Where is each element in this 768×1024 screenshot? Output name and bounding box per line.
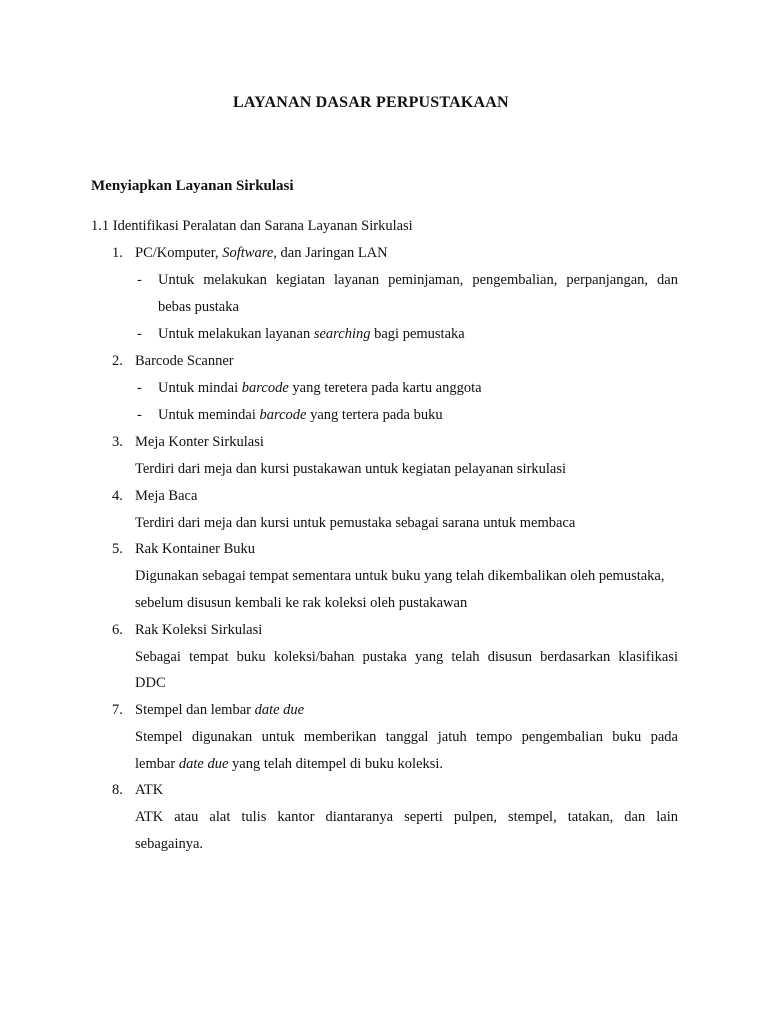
list-item-number: 2.	[112, 353, 123, 369]
list-item-label: Stempel dan lembar date due	[135, 702, 305, 718]
list-item-label: Rak Kontainer Buku	[135, 541, 256, 557]
list-item-description: Sebagai tempat buku koleksi/bahan pustaka yang telah disusun berdasarkan klasifikasi	[135, 649, 678, 665]
bullet-text-continued: bebas pustaka	[158, 299, 239, 315]
list-item-number: 5.	[112, 541, 123, 557]
subsection-title: Identifikasi Peralatan dan Sarana Layanan Sirkulasi	[112, 218, 413, 234]
list-item-description: ATK atau alat tulis kantor diantaranya seperti pulpen, stempel, tatakan, dan lain	[135, 809, 678, 825]
list-item-number: 3.	[112, 434, 123, 450]
list-item-description: Terdiri dari meja dan kursi pustakawan untuk kegiatan pelayanan sirkulasi	[135, 461, 567, 477]
page-title: LAYANAN DASAR PERPUSTAKAAN	[233, 94, 509, 111]
list-item-number: 1.	[112, 245, 123, 261]
list-item-description-continued: lembar date due yang telah ditempel di buku koleksi.	[135, 756, 444, 772]
list-item-number: 7.	[112, 702, 123, 718]
subsection-number: 1.1	[91, 218, 110, 234]
bullet-dash: -	[137, 326, 142, 342]
list-item-label: PC/Komputer, Software, dan Jaringan LAN	[135, 245, 388, 261]
list-item-label: ATK	[135, 782, 164, 798]
subsection-heading	[91, 217, 413, 235]
list-item-number: 4.	[112, 488, 123, 504]
list-item-description-continued: sebagainya.	[135, 836, 204, 852]
list-item-number: 6.	[112, 622, 123, 638]
list-item-label: Meja Baca	[135, 488, 198, 504]
list-item-description: Terdiri dari meja dan kursi untuk pemustaka sebagai sarana untuk membaca	[135, 515, 576, 531]
bullet-dash: -	[137, 407, 142, 423]
list-item-description-continued: DDC	[135, 675, 166, 691]
list-item-number: 8.	[112, 782, 123, 798]
bullet-text: Untuk memindai barcode yang tertera pada buku	[158, 407, 443, 423]
list-item-description-continued: sebelum disusun kembali ke rak koleksi oleh pustakawan	[135, 595, 468, 611]
bullet-text: Untuk melakukan layanan searching bagi pemustaka	[158, 326, 465, 342]
bullet-dash: -	[137, 380, 142, 396]
list-item-label: Barcode Scanner	[135, 353, 234, 369]
bullet-dash: -	[137, 272, 142, 288]
bullet-text: Untuk mindai barcode yang teretera pada kartu anggota	[158, 380, 482, 396]
bullet-text: Untuk melakukan kegiatan layanan peminjaman, pengembalian, perpanjangan, dan	[158, 272, 678, 288]
list-item-description: Digunakan sebagai tempat sementara untuk buku yang telah dikembalikan oleh pemustaka,	[135, 568, 665, 584]
list-item-label: Rak Koleksi Sirkulasi	[135, 622, 263, 638]
section-heading: Menyiapkan Layanan Sirkulasi	[91, 178, 294, 194]
list-item-description: Stempel digunakan untuk memberikan tanggal jatuh tempo pengembalian buku pada	[135, 729, 678, 745]
list-item-label: Meja Konter Sirkulasi	[135, 434, 264, 450]
